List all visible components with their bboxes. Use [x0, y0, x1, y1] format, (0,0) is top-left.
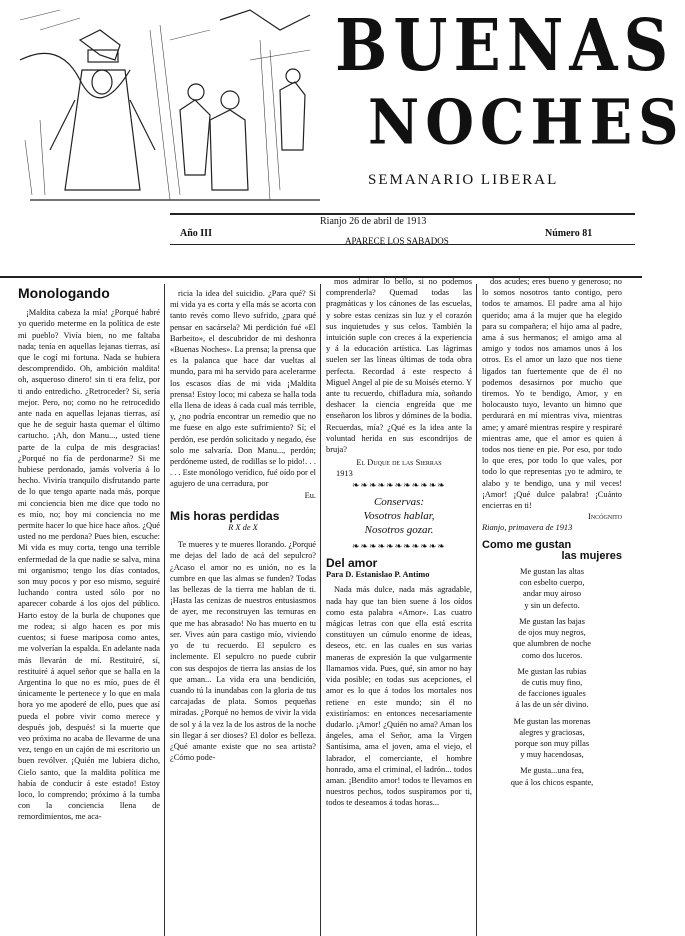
signature: Incógnito [587, 512, 622, 522]
article-title-mis-horas: Mis horas perdidas [170, 508, 280, 523]
poem-line: y muy hacendosas, [520, 750, 584, 760]
article-text: ricia la idea del suicidio. ¿Para qué? Si mi vida ya es corta y ella más se acorta con tanto revés como llevo sufrido, ¿para qué pensar en sacársela? Mi perdición fué «El Barbeito», el descubridor de mi deshonra «Buenas Noches». La prensa; la prensa que es la palanca que hace dar vueltas al mundo, para mi ha servido para acelerarme los escasos días de mi vida ¡Maldita prensa! Estoy loco; mi cabeza se halla toda ella llena de ideas á cada cual más terrible, y, ¿no podría encontrar un remedio que no me fuese en algo este sufrimiento? Sí; el perdón, ese perdón solicitado y negado, ése solo me salvaría. Don Manu..., perdón; perdóneme usted, de rodillas se lo pido!. . . . . . Este monólogo verídico, fué oído por el agujero de una cerradura, por [170, 289, 316, 489]
poem [482, 566, 622, 788]
column-2 [170, 288, 316, 763]
date-label: Rianjo 26 de abril de 1913 [320, 216, 427, 227]
ornament-divider: ❧❧❧❧❧❧❧❧❧❧❧ [352, 479, 446, 490]
author: R X de X [228, 523, 258, 533]
poem-line: Me gustan las bajas [519, 616, 585, 626]
column-4 [482, 276, 622, 788]
poem-line: y sin un defecto. [524, 600, 580, 610]
subtitle: SEMANARIO LIBERAL [368, 172, 559, 188]
poem-line: como dos luceros. [521, 650, 583, 660]
poem-line: Me gustan las altas [520, 567, 584, 577]
column-separator [320, 284, 321, 936]
signature: Eu. [304, 490, 316, 500]
column-1 [18, 285, 160, 823]
article-text: Te mueres y te mueres llorando. ¿Porqué me dejas del lado de acá del sepulcro? ¿Acaso el amor no es unión, no es la cumbre en que las almas se funden? Todas las bellezas de la tierra me hablan de ti. ¡Hasta las cenizas de nuestros entusiasmos de ayer, me reconstruyen las ternuras en que me has abrasado! No has muerto en tu ser. Vives aún para castigo mío, viviendo yo de tu recuerdo. El sepulcro es inclemente. El sepulcro no puede cubrir con sus despojos de tierra las ansias de los que aman... La vida era una bendición, cuando tú la inundabas con la gloria de tus carcajadas de plata. Somos pequeñas miradas. ¿Porqué no hemos de vivir la vida de sol y á la vez la de los astros de la noche sin llegar á ser dioses? El dolor es belleza. ¿Qué amante existe que no sea artista? ¿Cómo pode- [170, 540, 316, 763]
column-separator [164, 284, 165, 936]
poem-line: con esbelto cuerpo, [519, 578, 585, 588]
article-text: Nada más dulce, nada más agradable, nada hay que tan bien suene á los oídos como esta palabra «Amor». Las cuatro mágicas letras con que ella está escrita constituyen un cúmulo enorme de ideas, deseos, etc. en las cuales en sus varias maneras de expresión la que vulgarmente llamamos vida. Pues, qué, sin amor no hay vida posible; en todas sus acepciones, el amor es lo que á todos los mortales nos retiene en este mundo; sin él no existiríamos: en entonces necesariamente dudarlo. ¡Amor! ¿Quién no ama? Aman los ángeles, ama el Señor, ama la Virgen Santísima, ama el joven, ama el viejo, el labrador, el comerciante, el hombre honrado, ama el criminal, el ladrón... todos aman. ¡Bendito amor! todos te llevamos en nuestros pechos, todos suspiramos por ti, todos te deseamos á todas horas... [326, 585, 472, 808]
article-text: mos admirar lo bello, si no podemos comprenderla? Quemad todas las pragmáticas y los cánones de las escuelas, y sobre estas cenizas sin luz y el corazón sus inquietudes y sus celos. También la intuición suple con creces á la experiencia y á la educación artística. Las lágrimas suelen ser las líneas últimas de toda obra perfecta. Recordad á este respecto á Miguel Angel al pie de su Moisés eterno. Y ante tu recuerdo, chifladura mía, soñando deshacer la ciencia engreída que me enseñaron los libros y dómines de la bodia. Recuerdas, mía? ¿Qué es la idea ante la voluntad herida en sus escondrijos de bruja? [326, 277, 472, 455]
year: 1913 [336, 469, 353, 479]
frequency-label: APARECE LOS SABADOS [345, 236, 449, 246]
poem-line: porque son muy pillas [514, 738, 590, 748]
column-3 [326, 276, 472, 809]
dedication: Para D. Estanislao P. Antimo [326, 570, 430, 580]
poem-line: á las de un sér divino. [515, 700, 589, 710]
title-buenas: BUENAS [335, 3, 675, 88]
article-title-como-me-gustan: Como me gustan [482, 538, 572, 551]
article-text: ¡Maldita cabeza la mía! ¿Porqué habré yo querido meterme en la política de este mi pueblo? Vivía bien, no me faltaba nada; tenía en aquellas lejanas tierras, así que le cogí mi fortuna. Nada se hubiera descomprendido. Oh, ambición maldita! oh, asqueroso dinero! sin ti era feliz, por ti ando entredicho. ¿Retroceder? Si, sería mejor. Pero, no; como no he retrocedido ante nada en aquellas lejanas tierras, así que he de seguir hasta quemar el último cartucho. ¡Ah, don Manu..., usted tiene parte de la culpa de mis desgracias! ¿Porqué no fía de perdonarme? Si me hubiese perdonado, jamás volvería á lo hecho. Viviría tranquilo disfrutando parte de lo que tengo aparte nada más, porque mi conciencia bien me dice que todo no es mío, no; hoy mi conciencia no me permite hacer lo que hice hace años. ¿Qué usted no me perdona? Pues bien, escuche: Mi vida es muy corta, tengo una terrible enfermedad de la que nadie se salva, mina mi organismo; tengo los días contados, son muy pocos y por eso mismo, seguiré luchando contra usted sólo por no aparecer cobarde á los ojos del público. Harto estoy de la burla de chupones que me rodea; si algo hacen es por mis cuentos; si fuese mariposa como antes, me volverían la espalda. En adelante nada más llevarán de mí. Restituiré, sí, restituiré á aquel señor que se halla en la Argentina lo que no es mío, pues de él únicamente le pertenece y lo que en mala hora yo me apoderé de ello, pues que así pueda el pobre vivir como merece y después job, después! si la muerte que veo próxima no acaba de llevarme de una vez, tengo en un cajón de mi escritorio un buen revólver. ¡Quién me lubiera dicho, Cielo santo, que la maldita política me había de conducir á este estado! Estoy loco, lo comprendo; próximo á la tumba con la conciencia llena de remordimientos, me aca- [18, 308, 160, 822]
poem-line: que alumbren de noche [513, 639, 591, 649]
article-title-del-amor: Del amor [326, 556, 378, 571]
title-noches: NOCHES [368, 86, 685, 160]
poem-line: Me gustan las morenas [513, 716, 591, 726]
ornament-divider: ❧❧❧❧❧❧❧❧❧❧❧ [352, 540, 446, 551]
poem-line: andar muy airoso [522, 589, 582, 599]
verse-box [326, 495, 472, 537]
column-separator [476, 284, 477, 936]
verse-line: Nosotros gozar. [364, 523, 434, 536]
poem-line: de cutis muy fino, [521, 677, 583, 687]
poem-line: de facciones iguales [518, 689, 586, 699]
verse-line: Conservas: [373, 495, 425, 508]
poem-line: Me gustan las rubias [517, 666, 587, 676]
verse-line: Vosotros hablar, [363, 509, 435, 522]
article-text: dos acudes; eres bueno y generoso; no lo somos nosotros tanto contigo, pero todos te amamos. El padre ama al hijo querido; ama á la mujer que ha elegido para su compañera; el hijo ama al padre, ama á sus hermanos; el amigo ama al amigo y todos nos amamos unos á los otros. Es el amor un lazo que nos tiene ligados tan fuertemente que de él no podemos desasirnos por mucho que tiremos. Yo te bendigo, Amor, y en holocausto tuyo, levanto un himno que perdurará en mí mientras viva, mientras ame; y amaré mientras respire y respiraré mientras ame, que el amor es quien á todos nos tiene en pie. Por eso, por todo lo que eres, por todo lo que vales, por todo lo que representas ¡yo te admiro, te alabo y te bendigo, una y mil veces! ¡Amor! ¡Qué dulce palabra! ¡Cuánto encierras en ti! [482, 277, 622, 511]
signature: El Duque de las Sierras [356, 458, 442, 468]
poem-line: alegres y graciosas, [519, 727, 585, 737]
number-label: Número 81 [545, 228, 593, 239]
poem-line: Me gusta...una fea, [520, 766, 584, 776]
article-title-las-mujeres: las mujeres [561, 549, 622, 562]
place-date: Rianjo, primavera de 1913 [482, 523, 573, 533]
article-title-monologando: Monologando [18, 285, 110, 301]
poem-line: que á los chicos espante, [510, 777, 594, 787]
illustration [20, 0, 320, 215]
top-rule [170, 213, 635, 215]
poem-line: de ojos muy negros, [518, 628, 586, 638]
year-label: Año III [180, 228, 212, 239]
masthead [0, 0, 685, 290]
